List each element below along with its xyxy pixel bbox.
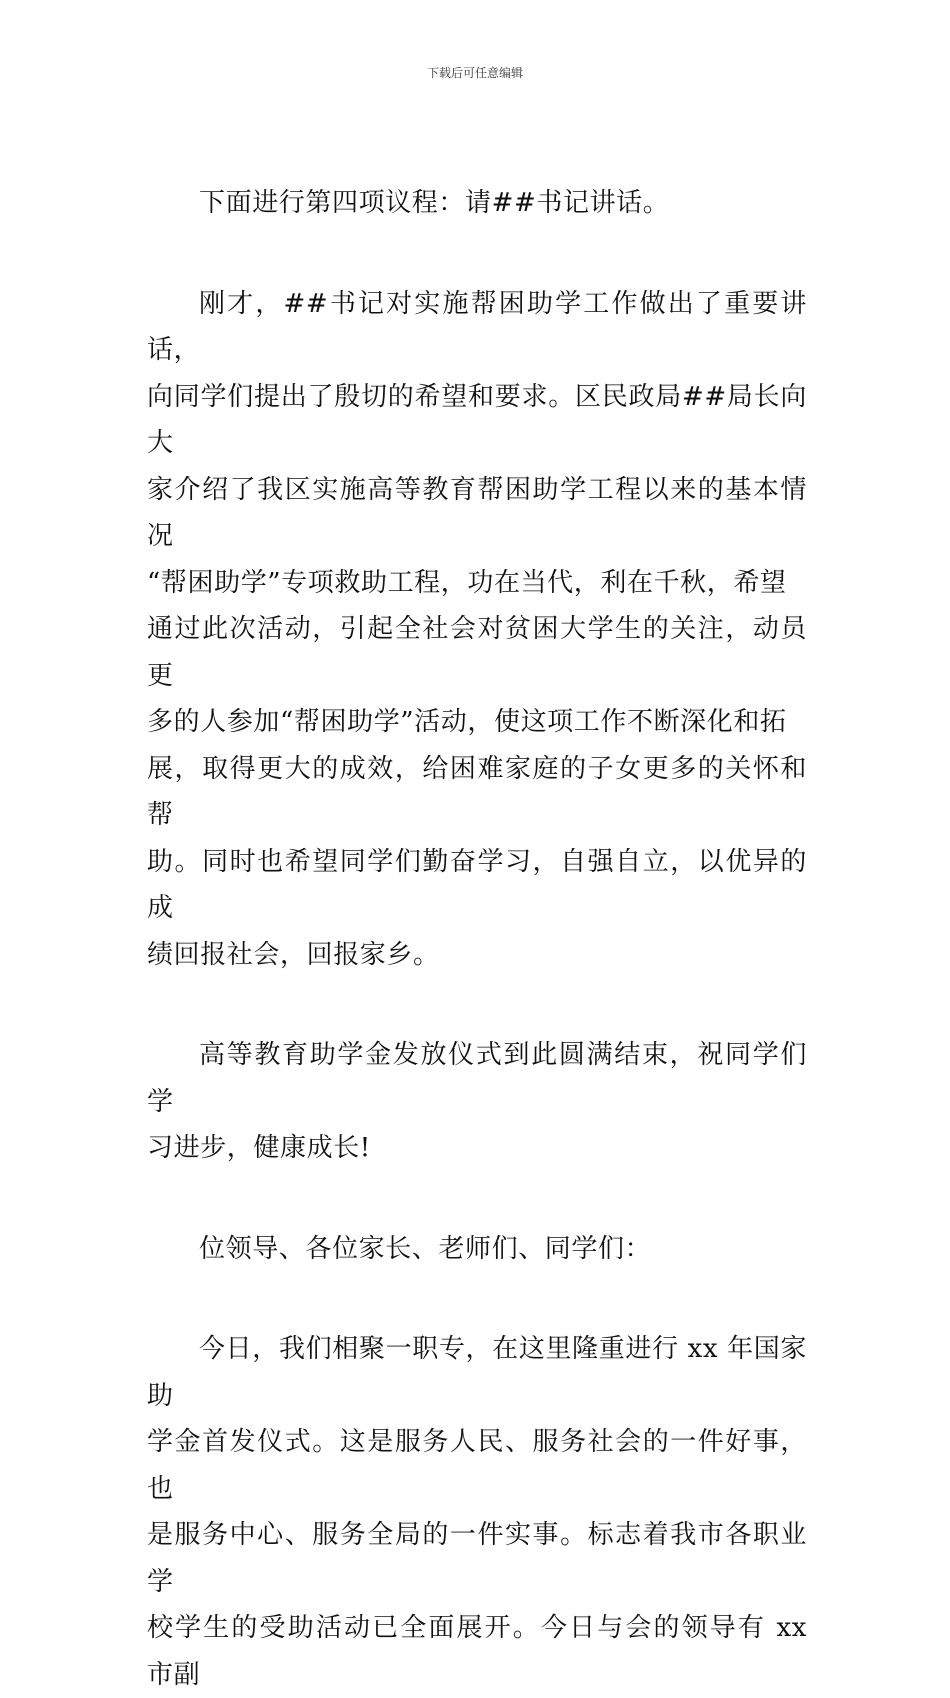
- paragraph-opening-remarks: 今日，我们相聚一职专，在这里隆重进行 xx 年国家助 学金首发仪式。这是服务人民、服务社会的一件好事，也 是服务中心、服务全局的一件实事。标志着我市各职业学 校学生的受助活动已全面展开。今日与会的领导有 xx 市副: [147, 1334, 807, 1690]
- paragraph-gap: [147, 1272, 807, 1326]
- page-header-note: 下载后可任意编辑: [426, 66, 523, 80]
- paragraph-gap: [147, 978, 807, 1032]
- document-body: [147, 180, 807, 1698]
- paragraph-speech-summary: 刚才，##书记对实施帮困助学工作做出了重要讲话， 向同学们提出了殷切的希望和要求。区民政局##局长向大 家介绍了我区实施高等教育帮困助学工程以来的基本情况 “帮困助学”专项救助工程，功在当代，利在千秋，希望 通过此次活动，引起全社会对贫困大学生的关注，动员更 多的人参加“帮困助学”活动，使这项工作不断深化和拓 展，取得更大的成效，给困难家庭的子女更多的关怀和帮 助。同时也希望同学们勤奋学习，自强自立，以优异的成 绩回报社会，回报家乡。: [147, 288, 807, 970]
- paragraph-closing: 高等教育助学金发放仪式到此圆满结束，祝同学们学 习进步，健康成长!: [147, 1040, 807, 1163]
- paragraph-salutation: 位领导、各位家长、老师们、同学们：: [199, 1233, 652, 1264]
- paragraph-agenda-item: 下面进行第四项议程：请##书记讲话。: [199, 188, 670, 218]
- paragraph-gap: [147, 1172, 807, 1226]
- paragraph-gap: [147, 227, 807, 281]
